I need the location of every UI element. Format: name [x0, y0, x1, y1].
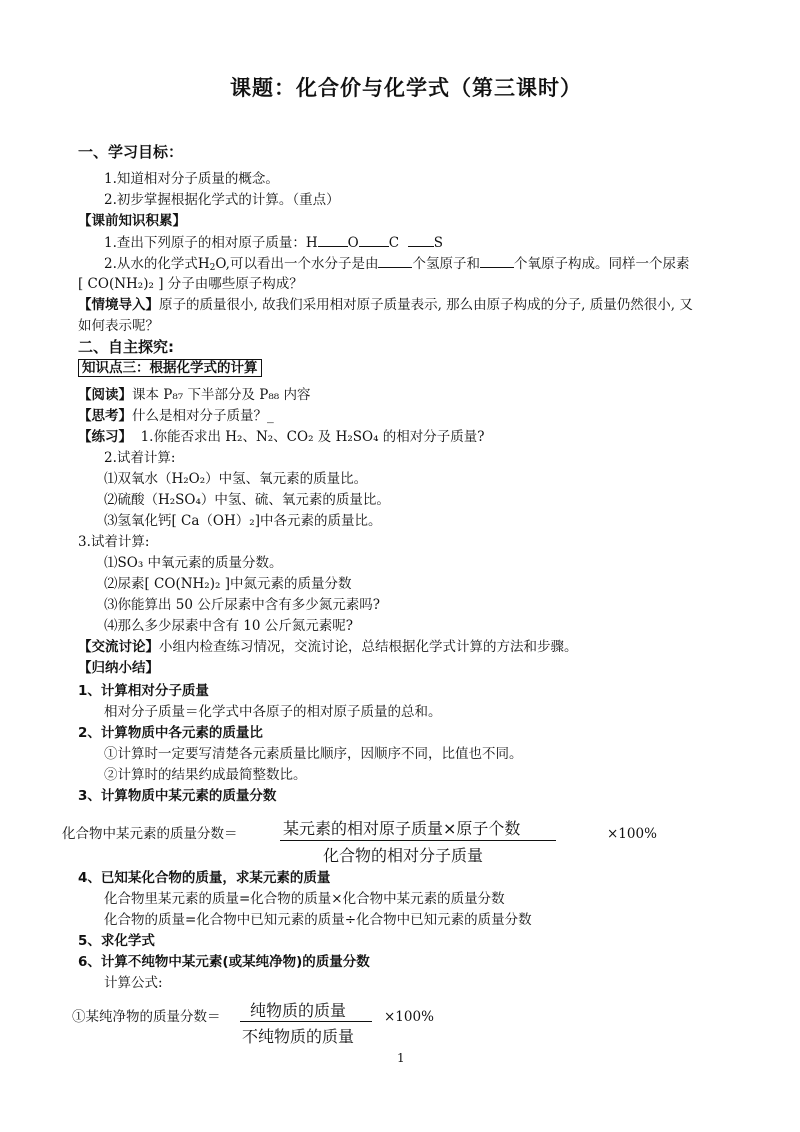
- formula-1-denominator: 化合物的相对分子质量: [323, 846, 484, 865]
- objective-2: 2.初步掌握根据化学式的计算。（重点）: [104, 192, 340, 208]
- practice-item-3-3: ⑶你能算出 50 公斤尿素中含有多少氮元素吗?: [104, 597, 380, 613]
- prior-question-1: [104, 232, 443, 253]
- read-label: 【阅读】: [78, 387, 132, 403]
- formula-2-denominator: 不纯物质的质量: [242, 1027, 355, 1046]
- prior-question-2-text-d: 个氧原子构成。同样一个尿素: [513, 256, 690, 272]
- scene-intro-line2: 如何表示呢？: [78, 318, 159, 334]
- summary-2-heading: 2、计算物质中各元素的质量比: [78, 725, 263, 741]
- practice-item-2-1: ⑴双氧水（H₂O₂）中氢、氧元素的质量比。: [104, 471, 368, 487]
- prior-question-2-line2: [ CO(NH₂)₂ ] 分子由哪些原子构成？: [78, 276, 303, 292]
- formula-2-numerator: 纯物质的质量: [250, 1001, 347, 1020]
- answer-blank-c[interactable]: [408, 232, 434, 247]
- think-item: [78, 406, 274, 426]
- knowledge-point-box: [78, 358, 262, 378]
- formula-2-multiplier: ×100%: [384, 1009, 434, 1025]
- formula-1-numerator: 某元素的相对原子质量×原子个数: [283, 819, 521, 838]
- water-formula-subscript: 2: [209, 263, 216, 273]
- answer-blank-o[interactable]: [359, 232, 389, 247]
- page-title: 课题：化合价与化学式（第三课时）: [230, 76, 582, 100]
- read-item: [78, 385, 310, 405]
- scene-intro-label: 【情境导入】: [78, 297, 159, 313]
- think-text: 什么是相对分子质量？_: [132, 408, 274, 424]
- practice-item-1: [78, 427, 485, 447]
- section-objectives-heading: 一、学习目标：: [78, 143, 184, 161]
- discussion-text: 小组内检查练习情况，交流讨论，总结根据化学式计算的方法和步骤。: [159, 639, 578, 655]
- summary-heading: 【归纳小结】: [78, 660, 159, 676]
- practice-item-3-2: ⑵尿素[ CO(NH₂)₂ ]中氮元素的质量分数: [104, 576, 352, 592]
- practice-1-text: 1.你能否求出 H₂、N₂、CO₂ 及 H₂SO₄ 的相对分子质量?: [140, 429, 485, 445]
- symbol-s: S: [433, 235, 443, 251]
- summary-5-heading: 5、求化学式: [78, 933, 155, 949]
- summary-3-heading: 3、计算物质中某元素的质量分数: [78, 788, 277, 804]
- formula-1-multiplier: ×100%: [607, 826, 657, 842]
- summary-4-heading: 4、已知某化合物的质量，求某元素的质量: [78, 870, 331, 886]
- answer-blank-hydrogen-count[interactable]: [378, 253, 412, 268]
- discussion-item: [78, 637, 578, 657]
- practice-item-3-4: ⑷那么多少尿素中含有 10 公斤氮元素呢?: [104, 618, 353, 634]
- practice-item-3-1: ⑴SO₃ 中氧元素的质量分数。: [104, 555, 283, 571]
- section-explore-heading: 二、自主探究:: [78, 338, 174, 356]
- practice-label: 【练习】: [78, 429, 132, 445]
- symbol-o: O: [347, 235, 359, 251]
- practice-item-2-3: ⑶氢氧化钙[ Ca（OH）₂]中各元素的质量比。: [104, 513, 382, 529]
- summary-4-line-a: 化合物里某元素的质量=化合物的质量×化合物中某元素的质量分数: [104, 891, 505, 907]
- summary-2-point-a: ①计算时一定要写清楚各元素质量比顺序，因顺序不同，比值也不同。: [104, 746, 523, 762]
- formula-2-fraction-bar: [240, 1021, 372, 1022]
- summary-6-formula-label: 计算公式:: [104, 975, 163, 991]
- prior-question-2-text-c: 个氢原子和: [412, 256, 480, 272]
- read-text: 课本 P₈₇ 下半部分及 P₈₈ 内容: [132, 387, 311, 403]
- scene-intro-text: 原子的质量很小, 故我们采用相对原子质量表示, 那么由原子构成的分子, 质量仍然很小, 又: [159, 297, 693, 313]
- prior-question-2-text-b: O,可以看出一个水分子是由: [215, 256, 379, 272]
- summary-1-text: 相对分子质量＝化学式中各原子的相对原子质量的总和。: [104, 704, 442, 720]
- scene-intro: [78, 295, 693, 315]
- practice-item-3: 3.试着计算:: [78, 534, 150, 550]
- answer-blank-oxygen-count[interactable]: [480, 253, 514, 268]
- prior-question-2-text-a: 2.从水的化学式: [104, 256, 198, 272]
- think-label: 【思考】: [78, 408, 132, 424]
- practice-item-2-2: ⑵硫酸（H₂SO₄）中氢、硫、氧元素的质量比。: [104, 492, 390, 508]
- summary-2-point-b: ②计算时的结果约成最简整数比。: [104, 767, 307, 783]
- discussion-label: 【交流讨论】: [78, 639, 159, 655]
- symbol-h: H: [305, 235, 318, 251]
- prior-knowledge-heading: 【课前知识积累】: [78, 213, 186, 229]
- answer-blank-h[interactable]: [318, 232, 348, 247]
- prior-question-1-text: 1.查出下列原子的相对原子质量：: [104, 235, 306, 251]
- objective-1: 1.知道相对分子质量的概念。: [104, 171, 279, 187]
- summary-6-heading: 6、计算不纯物中某元素(或某纯净物)的质量分数: [78, 954, 370, 970]
- knowledge-point-title: 知识点三：根据化学式的计算: [78, 359, 262, 377]
- summary-4-line-b: 化合物的质量=化合物中已知元素的质量÷化合物中已知元素的质量分数: [104, 912, 532, 928]
- formula-1-fraction-bar: [280, 840, 556, 841]
- page-number: 1: [397, 1051, 405, 1065]
- formula-1-lhs: 化合物中某元素的质量分数＝: [62, 826, 238, 842]
- formula-2-lhs: ①某纯净物的质量分数＝: [72, 1009, 221, 1025]
- symbol-c: C: [388, 235, 400, 251]
- practice-item-2: 2.试着计算:: [104, 450, 176, 466]
- summary-1-heading: 1、计算相对分子质量: [78, 683, 209, 699]
- water-formula-h: H: [197, 256, 210, 272]
